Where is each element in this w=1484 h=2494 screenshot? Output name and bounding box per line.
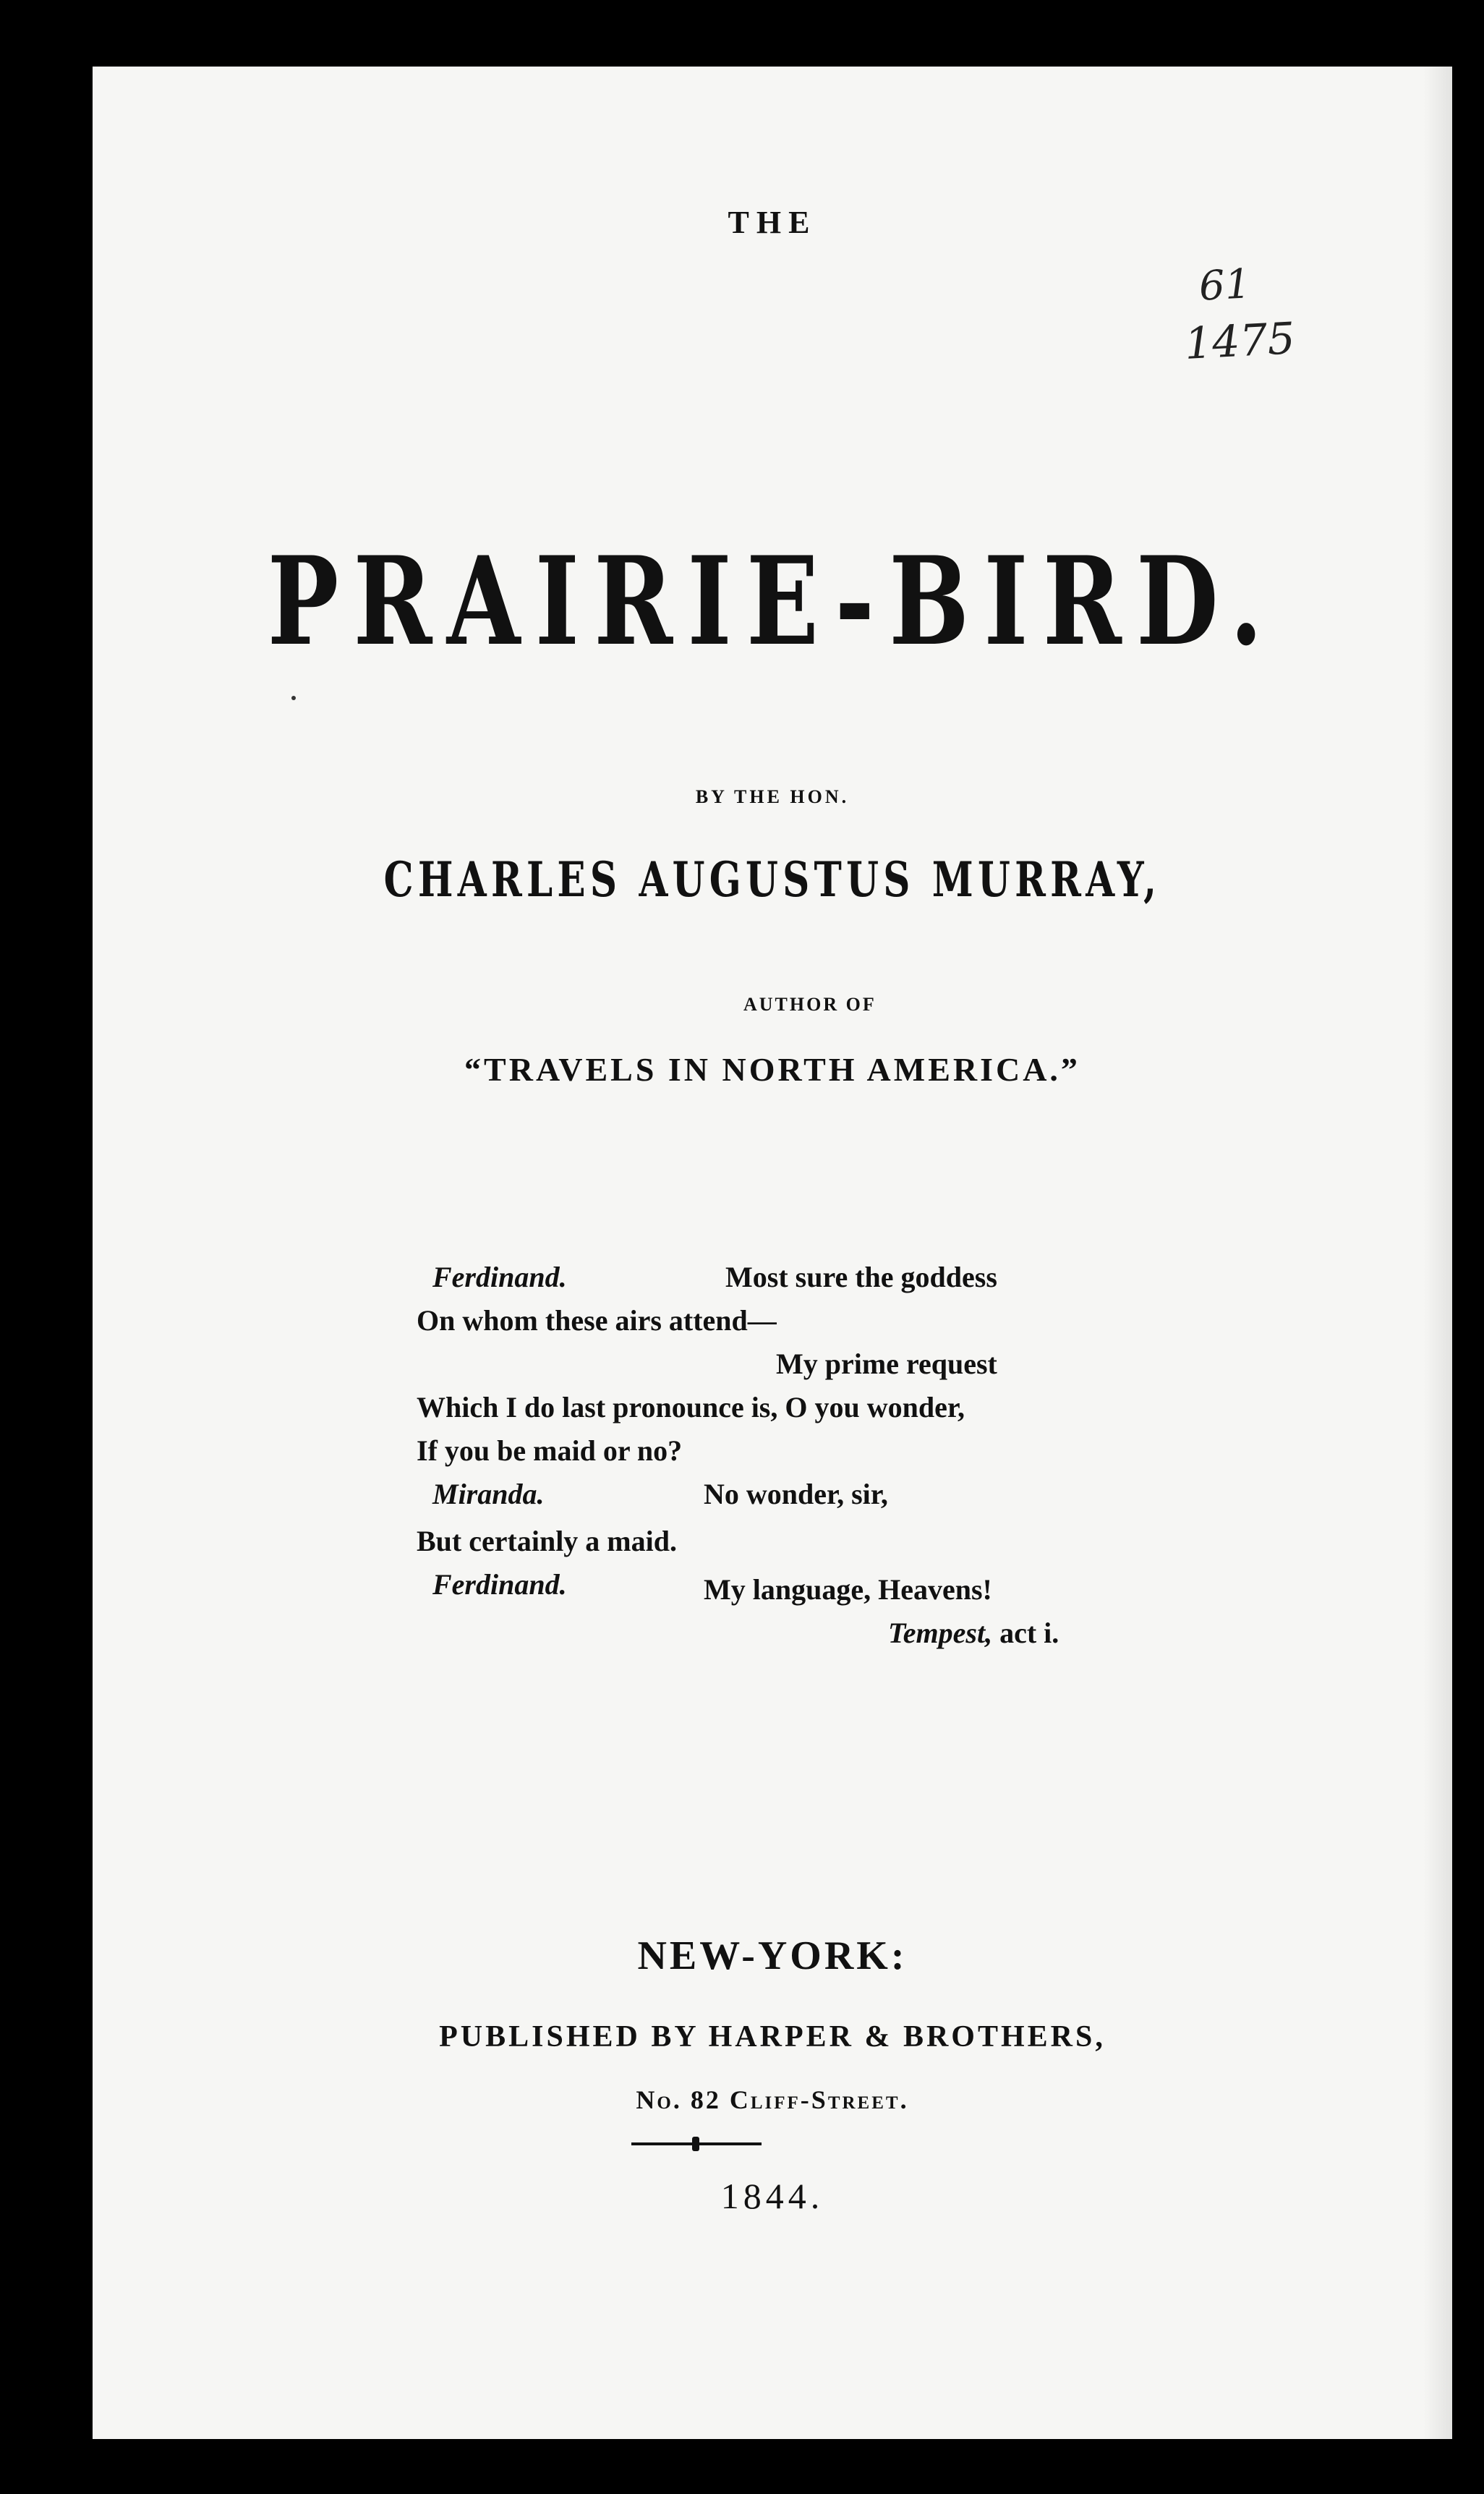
stray-mark [291,696,296,700]
epigraph-line: Most sure the goddess [725,1261,997,1293]
page-edge-shadow [1423,67,1452,2439]
author-name: CHARLES AUGUSTUS MURRAY, [383,851,1161,908]
by-the-hon: BY THE HON. [695,786,850,807]
epigraph-line: If you be maid or no? [417,1434,683,1467]
title-page [93,67,1452,2439]
epigraph-source [888,1616,1059,1650]
epigraph-line: But certainly a maid. [417,1525,677,1557]
epigraph-line: On whom these airs attend— [417,1304,777,1337]
imprint-rule-ornament [692,2137,699,2151]
imprint-address: No. 82 Cliff-Street. [636,2085,909,2114]
epigraph-line: My language, Heavens! [704,1573,992,1606]
title-the: THE [728,205,817,240]
imprint-city: NEW-YORK: [637,1933,908,1978]
author-of-label: AUTHOR OF [743,994,877,1015]
main-title: PRAIRIE-BIRD. [267,529,1278,673]
handwritten-shelfmark-bottom: 1475 [1183,313,1297,370]
epigraph-line: No wonder, sir, [704,1478,888,1510]
imprint-publisher: PUBLISHED BY HARPER & BROTHERS, [439,2020,1106,2053]
epigraph-line: Which I do last pronounce is, O you wonder, [417,1391,965,1423]
epigraph-speaker-miranda: Miranda. [432,1478,545,1510]
imprint-year: 1844. [720,2176,824,2216]
previous-work-title: “TRAVELS IN NORTH AMERICA.” [464,1051,1080,1088]
handwritten-shelfmark-top: 61 [1198,260,1252,310]
epigraph-source-act: act i. [999,1617,1059,1649]
epigraph-speaker-ferdinand: Ferdinand. [432,1568,567,1601]
epigraph-speaker-ferdinand: Ferdinand. [432,1261,567,1293]
epigraph-line: My prime request [776,1348,997,1380]
epigraph-source-title: Tempest, [888,1617,993,1649]
